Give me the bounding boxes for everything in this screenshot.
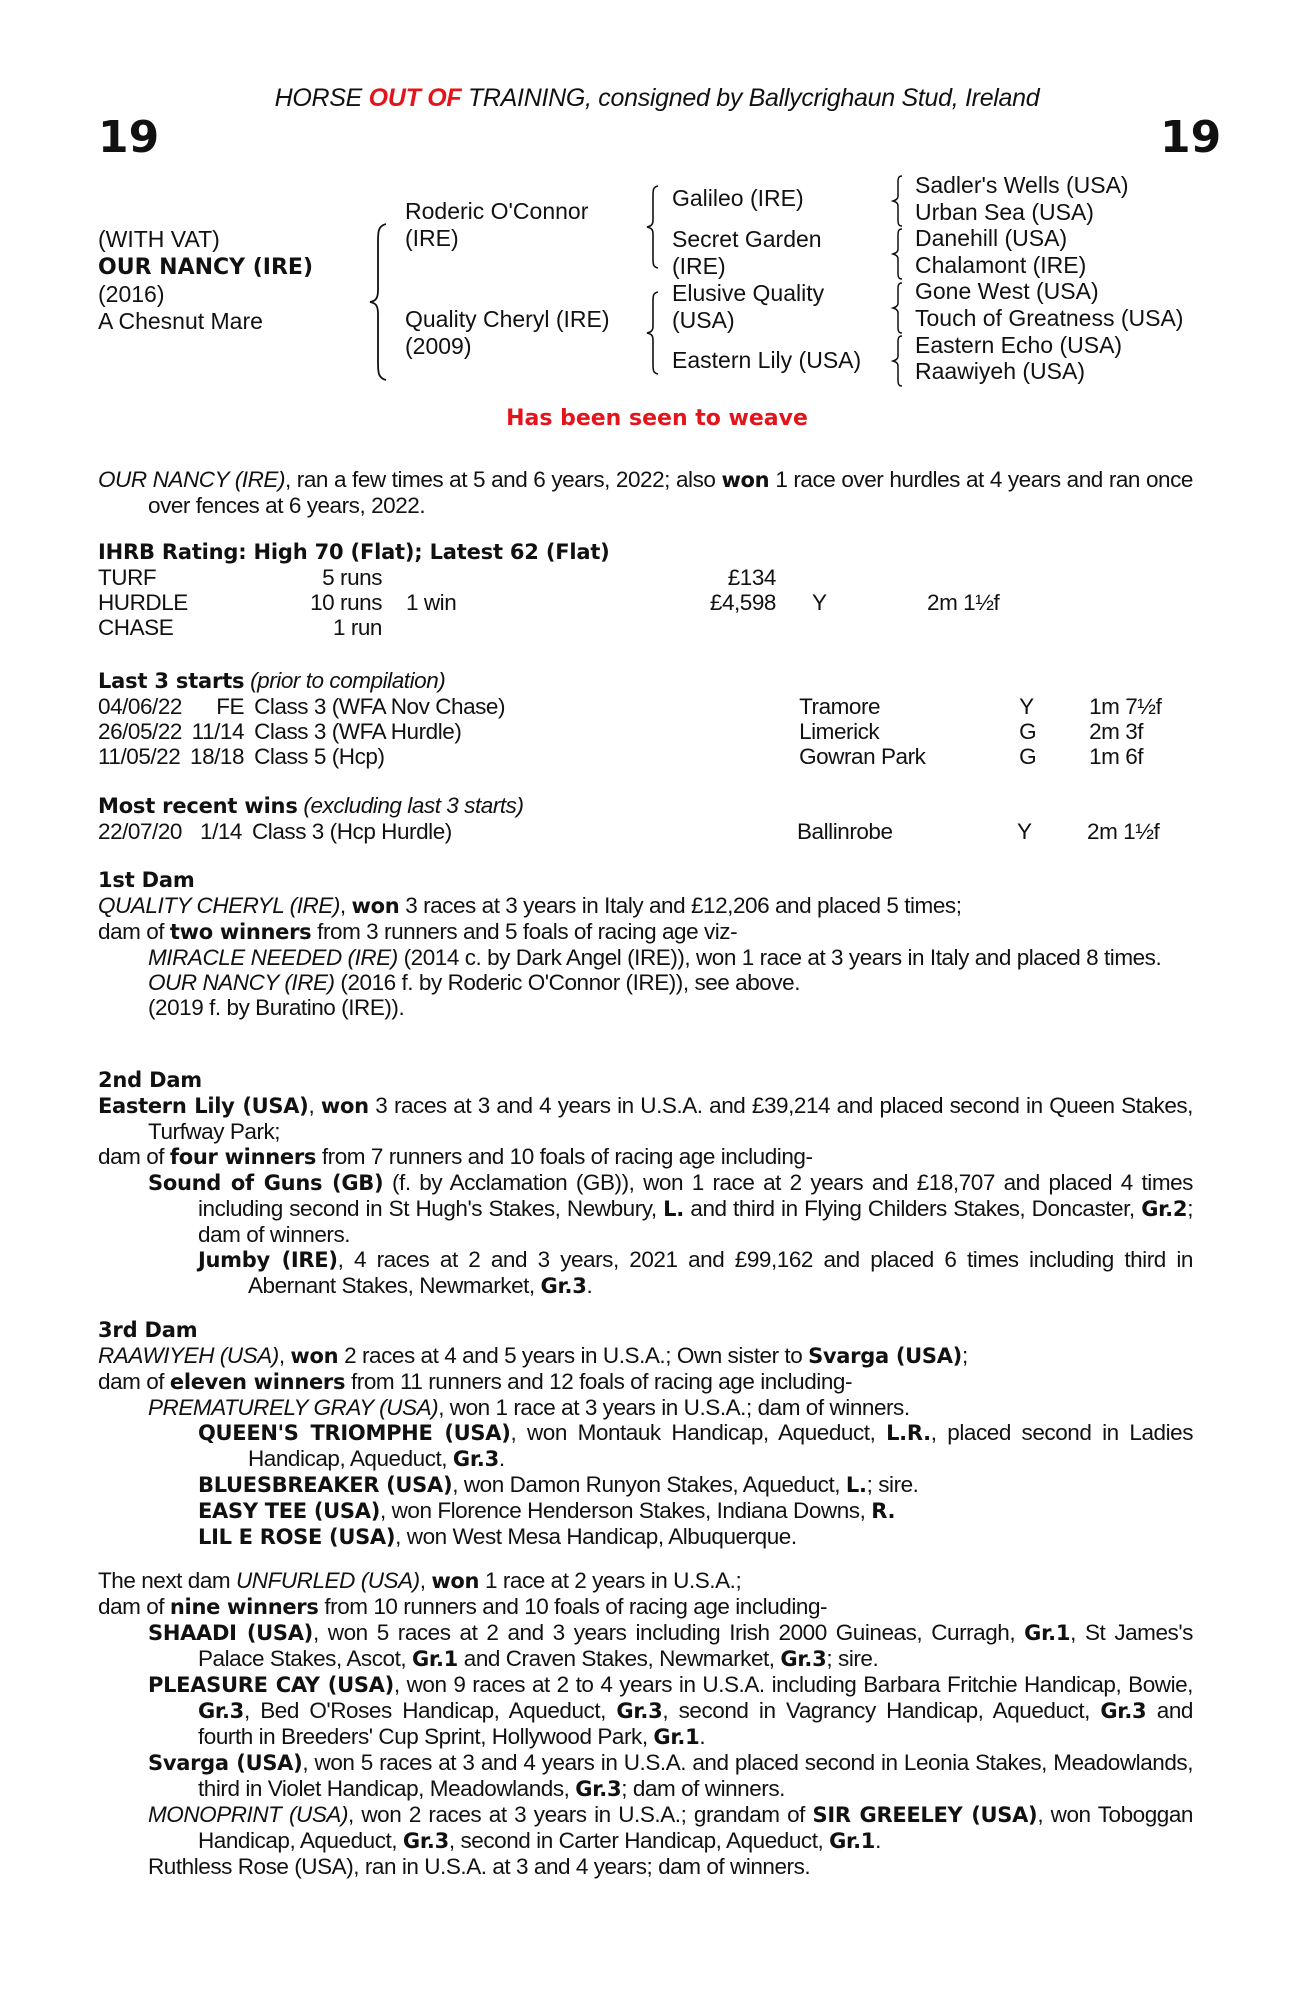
sire-sire: Galileo (IRE) xyxy=(672,185,804,211)
third-dam-title: 3rd Dam xyxy=(98,1318,198,1342)
produce-name: OUR NANCY (IRE) xyxy=(148,970,335,995)
ggp-item: Eastern Echo (USA) xyxy=(915,331,1123,358)
going: G xyxy=(1019,744,1037,769)
produce-name: Jumby (IRE) xyxy=(198,1248,338,1272)
lot-number-left: 19 xyxy=(98,112,160,163)
ggp-brace-icon xyxy=(890,334,904,388)
rating-table xyxy=(98,565,999,640)
text: , xyxy=(339,893,352,918)
text: , xyxy=(278,1343,291,1368)
text: dam of xyxy=(98,919,170,944)
text: 2 races at 4 and 5 years in U.S.A.; Own sister to xyxy=(338,1343,809,1368)
first-dam-title: 1st Dam xyxy=(98,868,195,892)
produce-name: PREMATURELY GRAY (USA) xyxy=(148,1395,439,1420)
course: Tramore xyxy=(799,694,881,719)
last-starts-section xyxy=(98,668,1193,769)
summary-horse-name: OUR NANCY (IRE) xyxy=(98,467,285,492)
ggp-item: Sadler's Wells (USA) xyxy=(915,172,1129,198)
summary-text: 1 race over hurdles at 4 years and ran once over fences at 6 years, 2022. xyxy=(148,467,1193,518)
sire-dam-line1: Secret Garden xyxy=(672,226,822,252)
distance xyxy=(927,615,999,640)
race-type: HURDLE xyxy=(98,590,188,615)
distance: 2m 3f xyxy=(1089,719,1144,744)
second-dam-title: 2nd Dam xyxy=(98,1068,202,1092)
ggp-item: Gone West (USA) xyxy=(915,278,1099,305)
race-class: Class 3 (WFA Hurdle) xyxy=(254,719,462,744)
text: dam of xyxy=(98,1594,170,1619)
race-grade: Gr.1 xyxy=(1024,1621,1071,1645)
race-date: 04/06/22 xyxy=(98,694,182,719)
ggp-brace-icon xyxy=(890,174,904,228)
prize: £4,598 xyxy=(709,590,776,615)
recent-wins-title: Most recent wins xyxy=(98,794,298,818)
ggp-item: Chalamont (IRE) xyxy=(915,251,1087,278)
winners-count: nine winners xyxy=(169,1595,319,1619)
sister-name: Svarga (USA) xyxy=(808,1344,962,1368)
text: ; xyxy=(961,1343,968,1368)
third-dam-section xyxy=(98,1318,1193,1550)
race-grade: L. xyxy=(663,1197,684,1221)
great-grandparents xyxy=(915,172,1183,385)
produce-text: Ruthless Rose (USA), ran in U.S.A. at 3 and 4 years; dam of winners. xyxy=(148,1854,811,1879)
header-pre: HORSE xyxy=(274,84,369,112)
race-date: 11/05/22 xyxy=(98,744,181,769)
text: . xyxy=(699,1724,706,1749)
going xyxy=(776,615,927,640)
dam-name: RAAWIYEH (USA) xyxy=(98,1343,279,1368)
text: ; dam of winners. xyxy=(198,1196,1193,1247)
produce-name: SHAADI (USA) xyxy=(148,1621,313,1645)
race-grade: L. xyxy=(845,1473,867,1497)
text: . xyxy=(498,1446,505,1471)
race-class: Class 3 (WFA Nov Chase) xyxy=(254,694,506,719)
text: , second in Vagrancy Handicap, Aqueduct, xyxy=(662,1698,1101,1723)
sire-dam-line2: (IRE) xyxy=(672,253,726,279)
winners-count: four winners xyxy=(169,1145,317,1169)
ggp-item: Raawiyeh (USA) xyxy=(915,358,1085,385)
race-grade: Gr.3 xyxy=(402,1829,449,1853)
dam-line2: (2009) xyxy=(405,333,472,359)
text: ; dam of winners. xyxy=(621,1776,785,1801)
text: 3 races at 3 years in Italy and £12,206 and placed 5 times; xyxy=(399,893,962,918)
horse-name: OUR NANCY (IRE) xyxy=(98,255,314,280)
race-date: 22/07/20 xyxy=(98,819,182,844)
dam-dam: Eastern Lily (USA) xyxy=(672,347,862,373)
race-class: Class 3 (Hcp Hurdle) xyxy=(252,819,452,844)
won-label: won xyxy=(320,1094,369,1118)
text: , Bed O'Roses Handicap, Aqueduct, xyxy=(244,1698,617,1723)
horse-info xyxy=(98,226,313,335)
text: and Craven Stakes, Newmarket, xyxy=(457,1646,781,1671)
distance xyxy=(927,565,999,590)
course: Gowran Park xyxy=(799,744,926,769)
first-dam-section xyxy=(98,868,1193,1020)
dam-sire-line1: Elusive Quality xyxy=(672,280,825,306)
race-grade: Gr.2 xyxy=(1141,1197,1188,1221)
sire-dam xyxy=(672,226,822,280)
race-grade: Gr.3 xyxy=(575,1777,622,1801)
won-label: won xyxy=(290,1344,339,1368)
sire xyxy=(405,198,588,252)
produce-name: MONOPRINT (USA) xyxy=(148,1802,348,1827)
horse-year: (2016) xyxy=(98,281,165,307)
winners-count: eleven winners xyxy=(169,1370,346,1394)
distance: 2m 1½f xyxy=(1087,819,1160,844)
runs: 5 runs xyxy=(322,565,382,590)
text: from 7 runners and 10 foals of racing age including- xyxy=(316,1144,813,1169)
table-row xyxy=(98,719,1161,744)
prize xyxy=(646,615,776,640)
text: 1 race at 2 years in U.S.A.; xyxy=(479,1568,742,1593)
finish-position: 18/18 xyxy=(190,744,245,769)
text: , xyxy=(419,1568,432,1593)
table-row xyxy=(98,744,1161,769)
lot-number-right: 19 xyxy=(1160,112,1222,163)
going: G xyxy=(1019,719,1037,744)
finish-position: 1/14 xyxy=(200,819,242,844)
text: from 3 runners and 5 foals of racing age viz- xyxy=(311,919,738,944)
wins xyxy=(382,565,646,590)
race-class: Class 5 (Hcp) xyxy=(254,744,385,769)
race-grade: Gr.1 xyxy=(411,1647,458,1671)
race-date: 26/05/22 xyxy=(98,719,182,744)
ggp-item: Danehill (USA) xyxy=(915,225,1068,252)
wins xyxy=(382,615,646,640)
race-grade: Gr.3 xyxy=(198,1699,244,1723)
wins: 1 win xyxy=(406,590,457,615)
vice-warning: Has been seen to weave xyxy=(506,406,808,431)
distance: 1m 7½f xyxy=(1089,694,1162,719)
pedigree-brace-icon xyxy=(366,222,390,382)
dam xyxy=(405,306,609,360)
going xyxy=(776,565,927,590)
table-row xyxy=(98,565,999,590)
text: , won Damon Runyon Stakes, Aqueduct, xyxy=(452,1472,846,1497)
ggp-item: Urban Sea (USA) xyxy=(915,198,1094,225)
text: , 4 races at 2 and 3 years, 2021 and £99,162 and placed 6 times including third in Abernant Stakes, Newmarket, xyxy=(248,1247,1193,1298)
table-row xyxy=(98,590,999,615)
produce-name: LIL E ROSE (USA) xyxy=(198,1525,396,1549)
dam-sire xyxy=(672,280,824,334)
second-dam-section xyxy=(98,1068,1193,1299)
ggp-brace-icon xyxy=(890,227,904,281)
runs: 10 runs xyxy=(310,590,382,615)
text: and fourth in Breeders' Cup Sprint, Hollywood Park, xyxy=(198,1698,1193,1749)
finish-position: 11/14 xyxy=(191,719,245,744)
produce-name: QUEEN'S TRIOMPHE (USA) xyxy=(198,1421,511,1445)
race-grade: Gr.3 xyxy=(540,1274,587,1298)
text: . xyxy=(875,1828,881,1853)
text: , won 1 race at 3 years in U.S.A.; dam of winners. xyxy=(438,1395,910,1420)
produce-text: (2014 c. by Dark Angel (IRE)), won 1 race at 3 years in Italy and placed 8 times. xyxy=(397,945,1162,970)
won-label: won xyxy=(431,1569,480,1593)
text: , xyxy=(308,1093,321,1118)
produce-name: Svarga (USA) xyxy=(148,1751,303,1775)
race-type: CHASE xyxy=(98,615,174,640)
catalogue-header xyxy=(0,84,1314,113)
race-grade: Gr.1 xyxy=(653,1725,700,1749)
ggp-item: Touch of Greatness (USA) xyxy=(915,304,1184,331)
text: dam of xyxy=(98,1144,170,1169)
recent-wins-section xyxy=(98,793,1193,844)
text: , won West Mesa Handicap, Albuquerque. xyxy=(395,1524,797,1549)
produce-name: BLUESBREAKER (USA) xyxy=(198,1473,453,1497)
summary-text: , ran a few times at 5 and 6 years, 2022; also xyxy=(285,467,722,492)
produce-name: PLEASURE CAY (USA) xyxy=(148,1673,394,1697)
rating-section xyxy=(98,540,1193,640)
text: from 11 runners and 12 foals of racing age including- xyxy=(345,1369,853,1394)
text: , placed second in Ladies Handicap, Aqueduct, xyxy=(248,1420,1193,1471)
race-summary xyxy=(98,467,1193,518)
dam-line-brace-icon xyxy=(644,290,660,376)
text: . xyxy=(586,1273,593,1298)
text: from 10 runners and 10 foals of racing age including- xyxy=(318,1594,828,1619)
text: , won 5 races at 2 and 3 years including Irish 2000 Guineas, Curragh, xyxy=(312,1620,1025,1645)
text: , won 9 races at 2 to 4 years in U.S.A. including Barbara Fritchie Handicap, Bowie, xyxy=(393,1672,1193,1697)
notable-horse: SIR GREELEY (USA) xyxy=(812,1803,1038,1827)
text: , second in Carter Handicap, Aqueduct, xyxy=(448,1828,830,1853)
runs: 1 run xyxy=(332,615,382,640)
sire-line1: Roderic O'Connor xyxy=(405,198,589,224)
table-row xyxy=(98,694,1161,719)
text: , St James's Palace Stakes, Ascot, xyxy=(198,1620,1193,1671)
dam-name: QUALITY CHERYL (IRE) xyxy=(98,893,340,918)
last-starts-subtitle: (prior to compilation) xyxy=(244,668,446,693)
race-grade: Gr.3 xyxy=(452,1447,499,1471)
text: ; sire. xyxy=(826,1646,879,1671)
produce-name: Sound of Guns (GB) xyxy=(148,1171,384,1195)
won-label: won xyxy=(721,468,770,492)
produce-name: EASY TEE (USA) xyxy=(198,1499,380,1523)
text: , won Florence Henderson Stakes, Indiana Downs, xyxy=(380,1498,872,1523)
race-grade: L.R. xyxy=(886,1421,931,1445)
dam-line1: Quality Cheryl (IRE) xyxy=(405,306,610,332)
text: (f. by Acclamation (GB)), won 1 race at 2 years and £18,707 and placed 4 times including second in St Hugh's Stakes, Newbury, xyxy=(198,1170,1193,1221)
text: , won Montauk Handicap, Aqueduct, xyxy=(510,1420,887,1445)
text: , won Toboggan Handicap, Aqueduct, xyxy=(198,1802,1193,1853)
produce-name: MIRACLE NEEDED (IRE) xyxy=(148,945,398,970)
going: Y xyxy=(812,590,827,615)
distance: 2m 1½f xyxy=(927,590,1000,615)
recent-wins-table xyxy=(98,819,1159,844)
race-grade: Gr.3 xyxy=(1100,1699,1147,1723)
text: , won 2 races at 3 years in U.S.A.; grandam of xyxy=(348,1802,813,1827)
rating-title: IHRB Rating: High 70 (Flat); Latest 62 (Flat) xyxy=(98,540,610,564)
table-row xyxy=(98,615,999,640)
last-starts-table xyxy=(98,694,1161,769)
ggp-brace-icon xyxy=(890,281,904,335)
produce-text: (2019 f. by Buratino (IRE)). xyxy=(148,995,405,1020)
sire-line-brace-icon xyxy=(644,184,660,270)
finish-position: FE xyxy=(216,694,245,719)
dam-name: UNFURLED (USA) xyxy=(235,1568,420,1593)
won-label: won xyxy=(351,894,400,918)
header-highlight: OUT OF xyxy=(368,84,462,112)
course: Ballinrobe xyxy=(797,819,893,844)
text: 3 races at 3 and 4 years in U.S.A. and £39,214 and placed second in Queen Stakes, Turfway Park; xyxy=(148,1093,1193,1144)
table-row xyxy=(98,819,1159,844)
dam-name: Eastern Lily (USA) xyxy=(98,1094,309,1118)
distance: 1m 6f xyxy=(1089,744,1144,769)
going: Y xyxy=(1017,819,1032,844)
horse-description: A Chesnut Mare xyxy=(98,308,263,334)
text: ; sire. xyxy=(866,1472,919,1497)
prize: £134 xyxy=(727,565,776,590)
sire-line2: (IRE) xyxy=(405,225,459,251)
text: dam of xyxy=(98,1369,170,1394)
course: Limerick xyxy=(799,719,880,744)
race-grade: Gr.1 xyxy=(829,1829,876,1853)
text: , won 5 races at 3 and 4 years in U.S.A. and placed second in Leonia Stakes, Meadowlands, third in Violet Handicap, Meadowlands, xyxy=(198,1750,1193,1801)
race-type: TURF xyxy=(98,565,157,590)
race-grade: Gr.3 xyxy=(780,1647,827,1671)
recent-wins-subtitle: (excluding last 3 starts) xyxy=(297,793,524,818)
dam-sire-line2: (USA) xyxy=(672,307,735,333)
race-grade: Gr.3 xyxy=(616,1699,663,1723)
produce-text: (2016 f. by Roderic O'Connor (IRE)), see above. xyxy=(334,970,801,995)
race-grade: R. xyxy=(871,1499,896,1523)
last-starts-title: Last 3 starts xyxy=(98,669,245,693)
text: The next dam xyxy=(98,1568,236,1593)
vat-label: (WITH VAT) xyxy=(98,226,220,252)
winners-count: two winners xyxy=(169,920,312,944)
next-dam-section xyxy=(98,1568,1193,1879)
going: Y xyxy=(1019,694,1034,719)
text: and third in Flying Childers Stakes, Doncaster, xyxy=(683,1196,1142,1221)
header-post: TRAINING, consigned by Ballycrighaun Stud, Ireland xyxy=(461,84,1040,112)
